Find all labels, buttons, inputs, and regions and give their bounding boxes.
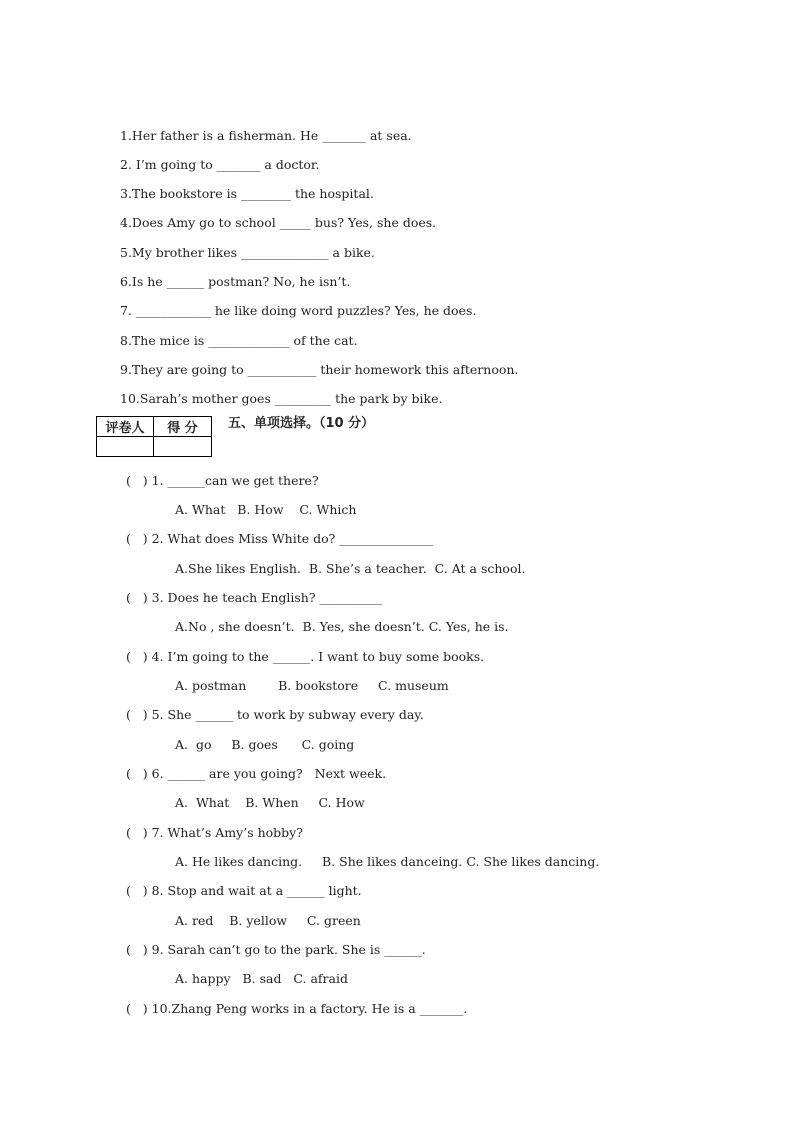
question-4: ( ) 4. I’m going to the ______. I want to buy some books. (126, 649, 485, 664)
question-1: ( ) 1. ______can we get there? (126, 473, 319, 488)
fill-blank-5: 5.My brother likes ______________ a bike. (120, 245, 375, 260)
options-7: A. He likes dancing. B. She likes danceing. C. She likes dancing. (175, 854, 600, 869)
options-4: A. postman B. bookstore C. museum (175, 678, 449, 693)
options-3: A.No , she doesn’t. B. Yes, she doesn’t. C. Yes, he is. (175, 619, 509, 634)
question-7: ( ) 7. What’s Amy’s hobby? (126, 825, 303, 840)
fill-blank-3: 3.The bookstore is ________ the hospital. (120, 186, 374, 201)
score-cell (154, 437, 212, 457)
fill-blank-10: 10.Sarah’s mother goes _________ the park by bike. (120, 391, 443, 406)
grader-header: 评卷人 (97, 417, 154, 437)
question-6: ( ) 6. ______ are you going? Next week. (126, 766, 387, 781)
question-2: ( ) 2. What does Miss White do? _______________ (126, 531, 434, 546)
question-5: ( ) 5. She ______ to work by subway every day. (126, 707, 424, 722)
fill-blank-2: 2. I’m going to _______ a doctor. (120, 157, 320, 172)
options-6: A. What B. When C. How (175, 795, 365, 810)
options-1: A. What B. How C. Which (175, 502, 357, 517)
question-10: ( ) 10.Zhang Peng works in a factory. He is a _______. (126, 1001, 468, 1016)
fill-blank-7: 7. ____________ he like doing word puzzles? Yes, he does. (120, 303, 477, 318)
fill-blank-9: 9.They are going to ___________ their homework this afternoon. (120, 362, 519, 377)
score-header: 得 分 (154, 417, 212, 437)
question-8: ( ) 8. Stop and wait at a ______ light. (126, 883, 362, 898)
section-title: 五、单项选择。（10 分） (228, 416, 375, 431)
options-9: A. happy B. sad C. afraid (175, 971, 348, 986)
fill-blank-4: 4.Does Amy go to school _____ bus? Yes, she does. (120, 215, 437, 230)
options-2: A.She likes English. B. She’s a teacher. C. At a school. (175, 561, 526, 576)
fill-blank-8: 8.The mice is _____________ of the cat. (120, 333, 358, 348)
fill-blank-6: 6.Is he ______ postman? No, he isn’t. (120, 274, 351, 289)
question-3: ( ) 3. Does he teach English? __________ (126, 590, 383, 605)
options-8: A. red B. yellow C. green (175, 913, 361, 928)
fill-blank-1: 1.Her father is a fisherman. He _______ at sea. (120, 128, 412, 143)
score-table (96, 416, 212, 457)
grader-cell (97, 437, 154, 457)
options-5: A. go B. goes C. going (175, 737, 355, 752)
question-9: ( ) 9. Sarah can’t go to the park. She is ______. (126, 942, 426, 957)
